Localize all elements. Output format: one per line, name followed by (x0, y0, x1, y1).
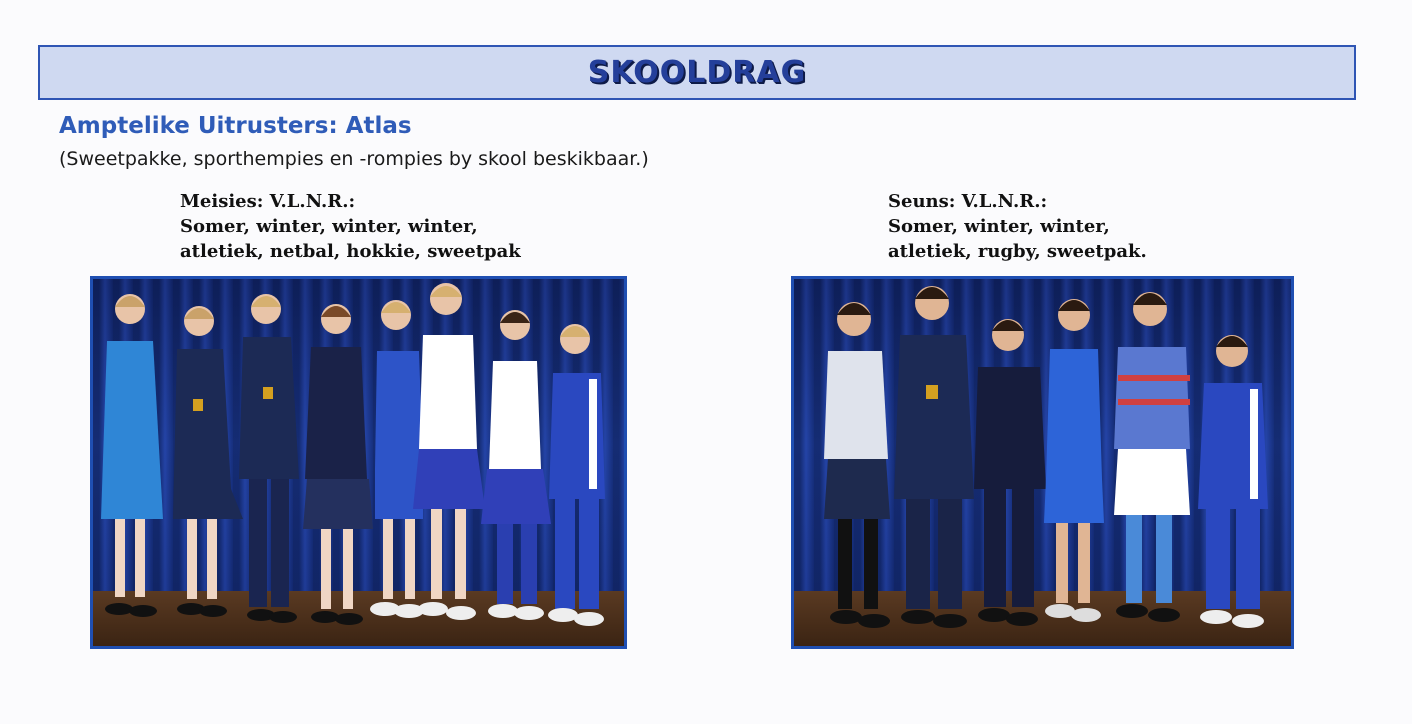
boys-uniform-photo (791, 276, 1294, 649)
boy-rugby (1114, 292, 1190, 622)
girl-hockey (481, 310, 551, 620)
girl-athletics (370, 300, 424, 618)
supplier-heading: Amptelike Uitrusters: Atlas (59, 113, 412, 139)
page-title: SKOOLDRAG (587, 55, 807, 90)
boys-caption-line: atletiek, rugby, sweetpak. (888, 241, 1147, 262)
boy-winter-jersey (974, 319, 1046, 626)
boys-figures (794, 279, 1291, 646)
girl-winter-blazer (173, 306, 243, 617)
girls-caption-line: Somer, winter, winter, winter, (180, 216, 478, 237)
boy-winter-blazer (894, 286, 974, 628)
girl-netball (413, 283, 485, 620)
boys-caption-line: Somer, winter, winter, (888, 216, 1110, 237)
boys-caption-line: Seuns: V.L.N.R.: (888, 191, 1048, 212)
girls-caption-line: Meisies: V.L.N.R.: (180, 191, 356, 212)
girls-caption (180, 189, 521, 264)
boy-athletics (1044, 299, 1104, 622)
boys-caption (888, 189, 1147, 264)
girl-summer-uniform (101, 294, 163, 617)
supplier-note: (Sweetpakke, sporthempies en -rompies by skool beskikbaar.) (59, 148, 649, 170)
girls-uniform-photo (90, 276, 627, 649)
girl-winter-trousers (239, 294, 299, 623)
girl-tracksuit (548, 324, 605, 626)
boy-tracksuit (1198, 335, 1268, 628)
girls-figures (93, 279, 624, 646)
title-banner (38, 45, 1356, 100)
girl-winter-jersey (303, 304, 373, 625)
girls-caption-line: atletiek, netbal, hokkie, sweetpak (180, 241, 521, 262)
boy-summer-uniform (824, 302, 890, 628)
